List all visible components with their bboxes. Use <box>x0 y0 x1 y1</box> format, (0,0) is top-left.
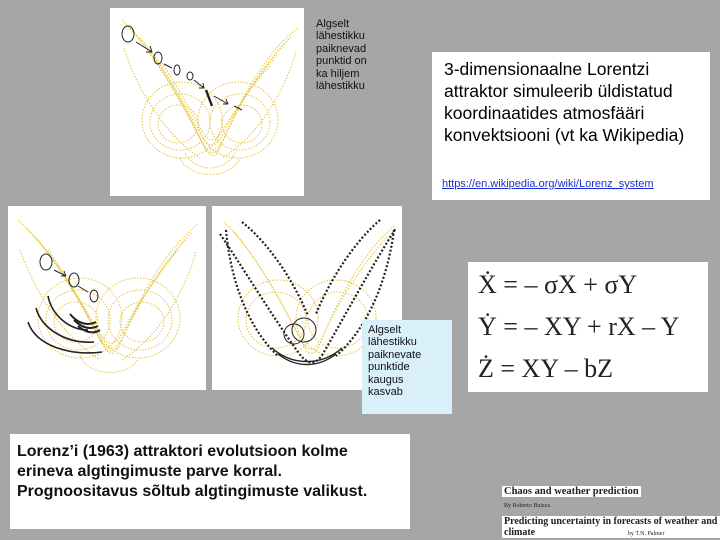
reference-title-1[interactable]: Chaos and weather prediction <box>504 486 639 497</box>
equation-y: Ẏ = – XY + rX – Y <box>478 312 680 341</box>
attractor-figure-top <box>110 8 304 196</box>
note-mid-line: Algselt <box>368 324 402 336</box>
reference-author-1: By Roberto Buizza <box>504 503 550 509</box>
note-top-line: ka hiljem <box>316 67 360 80</box>
attractor-drawing-bottom-left <box>8 206 206 390</box>
attractor-drawing-top <box>110 8 304 196</box>
note-top-line: punktid on <box>316 55 367 68</box>
description-box <box>432 52 710 200</box>
note-mid-line: kaugus <box>368 373 404 386</box>
note-top-line: paiknevad <box>316 42 367 55</box>
note-top <box>316 18 408 92</box>
references <box>500 484 720 540</box>
wikipedia-link[interactable]: https://en.wikipedia.org/wiki/Lorenz_system <box>442 178 654 190</box>
note-top-line: Algselt <box>316 18 350 30</box>
note-mid-line: lähestikku <box>368 336 417 349</box>
note-mid-line: punktide <box>368 361 410 374</box>
note-top-line: lähestikku <box>316 30 365 43</box>
note-top-line: lähestikku <box>316 80 365 93</box>
lorenz-equations-box <box>468 262 708 392</box>
note-middle <box>362 320 452 414</box>
attractor-figure-bottom-left <box>8 206 206 390</box>
caption-box <box>10 434 410 529</box>
reference-title-2[interactable]: Predicting uncertainty in forecasts of weather and climate <box>502 516 720 538</box>
equation-z: Ż = XY – bZ <box>478 354 614 383</box>
note-mid-line: paiknevate <box>368 348 422 361</box>
note-mid-line: kasvab <box>368 386 403 399</box>
description-text: 3-dimensionaalne Lorentzi attraktor simuleerib üldistatud koordinaatides atmosfääri konvektsiooni (vt ka Wikipedia) <box>444 59 685 145</box>
caption-text: Lorenz’i (1963) attraktori evolutsioon kolme erineva algtingimuste parve korral. Prognoositavus sõltub algtingimuste valikust. <box>17 443 368 500</box>
equation-x: Ẋ = – σX + σY <box>478 270 638 299</box>
reference-author-2: by T.N. Palmer <box>628 531 665 537</box>
